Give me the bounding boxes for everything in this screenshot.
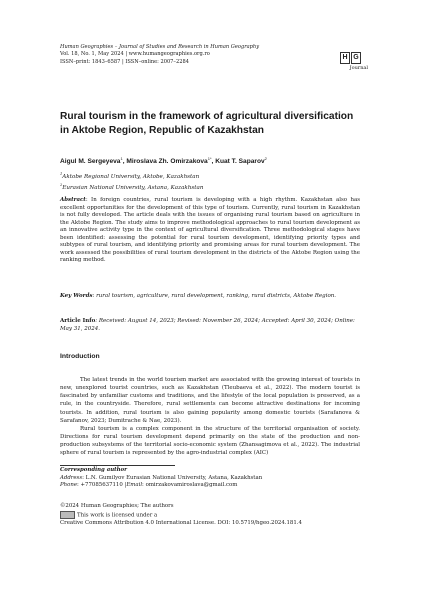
author-affil-mark: 1 [120, 156, 123, 161]
license-doi[interactable]: Creative Commons Attribution 4.0 International License. DOI: 10.5719/hgeo.2024.181.4 [60, 519, 302, 526]
cc-license-badge[interactable] [60, 511, 75, 519]
author-name: Kuat T. Saparov [215, 158, 265, 166]
affiliations [60, 170, 360, 193]
corresponding-address: : L.N. Gumilyov Eurasian National University, Astana, Kazakhstan [82, 474, 263, 481]
author-name: Miroslava Zh. Omirzakova [126, 158, 208, 166]
author-affil-mark: 1* [207, 156, 212, 161]
logo-letter-h: H [340, 52, 350, 64]
author-affil-mark: 2 [264, 156, 267, 161]
abstract-text: : In foreign countries, rural tourism is developing with a high rhythm. Kazakhstan also has excellent opportunities for the development of this type of tourism. Currently, rural tourism in Kazakhstan is not fully developed. The article deals with the issues of organising rural tourism based on agriculture in the Aktobe Region. The study aims to improve methodological approaches to rural tourism development as an innovative activity type in the context of agricultural diversification. Three methodological stages have been identified: assessing the potential for rural tourism development, identifying priority types and subtypes of rural tourism, and identifying priority and promising areas for rural tourism development. The work assessed the possibilities of rural tourism development in the districts of the Aktobe Region using the ranking method. [60, 197, 360, 264]
journal-title: Human Geographies – Journal of Studies and Research in Human Geography [60, 44, 260, 50]
license-footer [60, 503, 360, 527]
article-title: Rural tourism in the framework of agricultural diversification in Aktobe Region, Republic of Kazakhstan [60, 111, 354, 136]
body-paragraph: The latest trends in the world tourism market are associated with the growing interest of tourists in new, unexplored tourist countries, such as Kazakhstan (Tleubaeva et al., 2022). The modern tourist is fascinated by unfamiliar customs and traditions, and the lifestyle of the local population is preserved, as a rule, in the countryside. Therefore, rural settlements can become attractive destinations for incoming tourists. In addition, rural tourism is also gaining popularity among domestic tourists (Sarafanova & Sarafanov, 2023; Dumitrache & Nae, 2023). [60, 377, 360, 424]
journal-issn: ISSN–print: 1843–6587 | ISSN–online: 2007–2284 [60, 58, 189, 65]
corresponding-email[interactable]: : omirzakovamiroslava@gmail.com [142, 482, 238, 488]
abstract-label: Abstract [60, 197, 86, 203]
body-paragraph: Rural tourism is a complex component in the structure of the territorial organisation of society. Directions for rural tourism development depend primarily on the state of the production and non-production subsystems of the territorial socio-economic system (Zhansagimova et al., 2022). The industrial sphere of rural tourism is represented by the agro-industrial complex (AIC) [60, 425, 360, 457]
abstract [60, 197, 360, 265]
keywords [60, 293, 360, 301]
article-info [60, 318, 360, 333]
corresponding-heading: Corresponding author [60, 467, 127, 473]
section-heading: Introduction [60, 353, 100, 360]
article-info-text: : Received: August 14, 2023; Revised: November 26, 2024; Accepted: April 30, 2024; Online: May 31, 2024. [60, 318, 355, 332]
journal-header [60, 44, 340, 66]
copyright-text: ©2024 Human Geographies; The authors [60, 503, 174, 509]
journal-logo [340, 44, 368, 74]
footnote-divider [60, 465, 175, 466]
logo-letter-g: G [351, 52, 361, 64]
author-name: Aigul M. Sergeyeva [60, 158, 121, 166]
corresponding-author: Corresponding author Address: L.N. Gumilyov Eurasian National University, Astana, Kazakhstan Phone: +77085637110 |Email: omirzakovamiroslava@gmail.com [60, 467, 360, 490]
journal-volume: Vol. 18, No. 1, May 2024 | www.humangeographies.org.ro [60, 51, 210, 58]
affiliation-item: $^1$Aktobe Regional University, Aktobe, Kazakhstan [60, 172, 200, 180]
author-list: Aigul M. Sergeyeva$^1$, Miroslava Zh. Omirzakova$^{1*}$, Kuat T. Saparov$^2$ [60, 156, 267, 166]
license-text: This work is licensed under a [77, 512, 158, 519]
keywords-label: Key Words [60, 293, 93, 299]
article-info-label: Article Info [60, 318, 96, 324]
corresponding-phone: : +77085637110 | [77, 482, 127, 488]
introduction-body [60, 376, 360, 458]
affiliation-item: $^2$Eurasian National University, Astana, Kazakhstan [60, 183, 204, 192]
keywords-text: : rural tourism, agriculture, rural development, ranking, rural districts, Aktobe Region. [92, 293, 337, 299]
logo-subtitle: Journal [349, 65, 368, 71]
